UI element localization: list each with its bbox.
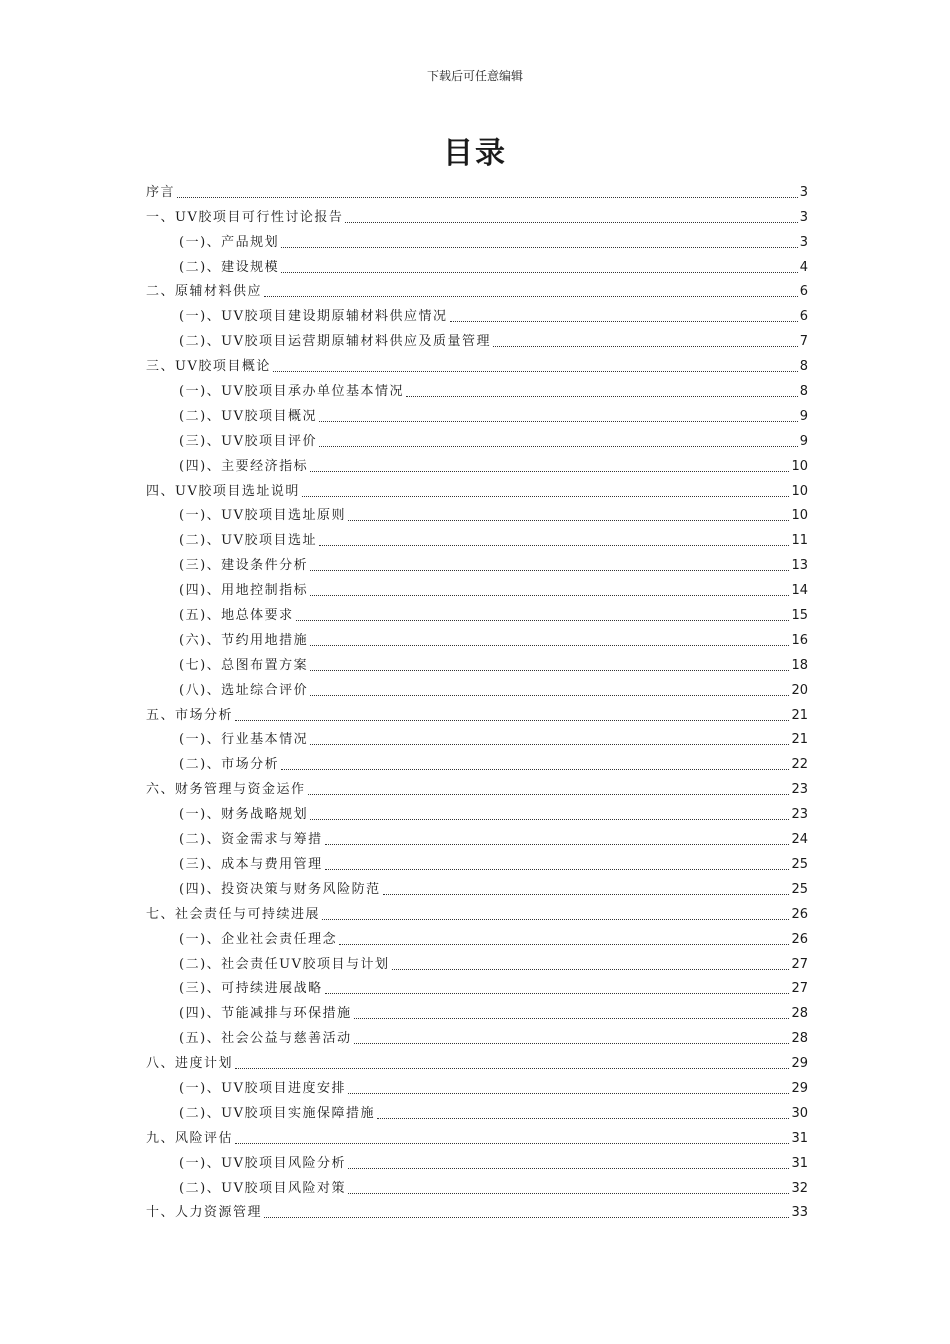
toc-entry-label: 五、市场分析 xyxy=(146,707,234,723)
toc-entry-label: (五)、地总体要求 xyxy=(179,608,294,624)
toc-entry-page-number: 29 xyxy=(791,1056,808,1072)
toc-entry[interactable] xyxy=(146,251,808,276)
toc-entry-label: (一)、UV胶项目承办单位基本情况 xyxy=(179,384,404,400)
toc-entry[interactable] xyxy=(146,1097,808,1122)
toc-dot-leader xyxy=(325,993,790,994)
toc-dot-leader xyxy=(281,247,798,248)
toc-dot-leader xyxy=(354,1043,790,1044)
toc-entry-label: (八)、选址综合评价 xyxy=(179,682,309,698)
toc-entry-page-number: 10 xyxy=(791,458,808,474)
toc-dot-leader xyxy=(319,545,789,546)
toc-dot-leader xyxy=(296,620,790,621)
toc-entry[interactable] xyxy=(146,375,808,400)
toc-dot-leader xyxy=(392,969,790,970)
toc-entry-page-number: 21 xyxy=(791,732,808,748)
toc-dot-leader xyxy=(310,695,789,696)
toc-entry[interactable] xyxy=(146,475,808,500)
toc-dot-leader xyxy=(339,944,789,945)
toc-entry[interactable] xyxy=(146,500,808,525)
toc-entry[interactable] xyxy=(146,674,808,699)
toc-entry-page-number: 14 xyxy=(791,583,808,599)
toc-entry-label: (四)、投资决策与财务风险防范 xyxy=(179,881,381,897)
toc-dot-leader xyxy=(325,869,790,870)
toc-entry-label: (二)、UV胶项目运营期原辅材料供应及质量管理 xyxy=(179,334,491,350)
toc-entry-label: (一)、企业社会责任理念 xyxy=(179,931,338,947)
toc-entry[interactable] xyxy=(146,226,808,251)
toc-entry-page-number: 22 xyxy=(791,757,808,773)
toc-entry-label: (三)、建设条件分析 xyxy=(179,558,309,574)
toc-entry-label: 九、风险评估 xyxy=(146,1130,234,1146)
toc-entry[interactable] xyxy=(146,300,808,325)
toc-entry[interactable] xyxy=(146,823,808,848)
toc-entry[interactable] xyxy=(146,524,808,549)
toc-dot-leader xyxy=(348,1193,789,1194)
toc-entry-page-number: 7 xyxy=(799,334,808,350)
toc-entry[interactable] xyxy=(146,176,808,201)
toc-entry-label: 十、人力资源管理 xyxy=(146,1205,263,1221)
toc-entry-label: (七)、总图布置方案 xyxy=(179,657,309,673)
toc-entry-page-number: 6 xyxy=(799,284,808,300)
toc-dot-leader xyxy=(377,1118,789,1119)
toc-entry-page-number: 30 xyxy=(791,1105,808,1121)
toc-entry-page-number: 26 xyxy=(791,906,808,922)
toc-entry-label: 四、UV胶项目选址说明 xyxy=(146,483,300,499)
toc-entry[interactable] xyxy=(146,724,808,749)
toc-dot-leader xyxy=(322,919,789,920)
toc-entry-page-number: 3 xyxy=(799,234,808,250)
toc-entry[interactable] xyxy=(146,748,808,773)
toc-entry-label: 七、社会责任与可持续进展 xyxy=(146,906,321,922)
toc-entry-page-number: 23 xyxy=(791,782,808,798)
toc-dot-leader xyxy=(264,296,798,297)
toc-entry[interactable] xyxy=(146,201,808,226)
toc-entry-label: (一)、UV胶项目选址原则 xyxy=(179,508,346,524)
toc-dot-leader xyxy=(383,894,790,895)
toc-entry-label: (一)、UV胶项目风险分析 xyxy=(179,1155,346,1171)
toc-entry-page-number: 4 xyxy=(799,259,808,275)
toc-entry-page-number: 20 xyxy=(791,682,808,698)
toc-entry[interactable] xyxy=(146,773,808,798)
toc-dot-leader xyxy=(310,471,789,472)
toc-entry-label: (五)、社会公益与慈善活动 xyxy=(179,1031,352,1047)
toc-entry-page-number: 33 xyxy=(791,1205,808,1221)
toc-entry-label: (一)、UV胶项目进度安排 xyxy=(179,1080,346,1096)
toc-dot-leader xyxy=(235,1068,789,1069)
toc-entry-label: (一)、UV胶项目建设期原辅材料供应情况 xyxy=(179,309,448,325)
toc-dot-leader xyxy=(406,396,798,397)
toc-entry[interactable] xyxy=(146,624,808,649)
toc-entry-page-number: 15 xyxy=(791,608,808,624)
toc-entry-label: (二)、UV胶项目实施保障措施 xyxy=(179,1105,375,1121)
toc-entry-page-number: 23 xyxy=(791,807,808,823)
toc-entry-page-number: 13 xyxy=(791,558,808,574)
toc-dot-leader xyxy=(310,744,789,745)
toc-entry-label: (一)、财务战略规划 xyxy=(179,807,309,823)
toc-entry-label: (二)、UV胶项目风险对策 xyxy=(179,1180,346,1196)
toc-entry-page-number: 29 xyxy=(791,1080,808,1096)
toc-entry-label: (二)、资金需求与筹措 xyxy=(179,832,323,848)
toc-entry-label: (二)、UV胶项目选址 xyxy=(179,533,317,549)
toc-entry[interactable] xyxy=(146,599,808,624)
toc-entry-page-number: 31 xyxy=(791,1130,808,1146)
toc-dot-leader xyxy=(348,1093,789,1094)
toc-entry-page-number: 3 xyxy=(799,184,808,200)
toc-dot-leader xyxy=(281,272,798,273)
toc-entry-label: (四)、用地控制指标 xyxy=(179,583,309,599)
toc-entry[interactable] xyxy=(146,350,808,375)
toc-entry-label: (三)、可持续进展战略 xyxy=(179,981,323,997)
toc-entry-page-number: 28 xyxy=(791,1031,808,1047)
toc-entry[interactable] xyxy=(146,699,808,724)
toc-entry[interactable] xyxy=(146,898,808,923)
table-of-contents xyxy=(146,176,808,1221)
toc-dot-leader xyxy=(235,720,789,721)
toc-entry[interactable] xyxy=(146,325,808,350)
toc-dot-leader xyxy=(345,222,797,223)
toc-entry[interactable] xyxy=(146,948,808,973)
toc-entry-page-number: 10 xyxy=(791,508,808,524)
toc-entry[interactable] xyxy=(146,848,808,873)
toc-entry[interactable] xyxy=(146,973,808,998)
toc-dot-leader xyxy=(310,595,789,596)
toc-entry-label: 六、财务管理与资金运作 xyxy=(146,782,306,798)
toc-entry[interactable] xyxy=(146,425,808,450)
toc-dot-leader xyxy=(348,1168,789,1169)
toc-entry-page-number: 24 xyxy=(791,832,808,848)
toc-entry-page-number: 6 xyxy=(799,309,808,325)
toc-entry-page-number: 26 xyxy=(791,931,808,947)
toc-dot-leader xyxy=(264,1217,789,1218)
toc-entry[interactable] xyxy=(146,1022,808,1047)
toc-entry-label: (二)、市场分析 xyxy=(179,757,280,773)
toc-entry-page-number: 18 xyxy=(791,657,808,673)
toc-dot-leader xyxy=(310,819,789,820)
toc-dot-leader xyxy=(319,446,798,447)
toc-title: 目录 xyxy=(443,136,507,171)
page-header-note: 下载后可任意编辑 xyxy=(426,69,523,83)
toc-entry-label: (一)、产品规划 xyxy=(179,234,280,250)
toc-entry-page-number: 28 xyxy=(791,1006,808,1022)
toc-entry[interactable] xyxy=(146,798,808,823)
toc-entry-page-number: 8 xyxy=(799,359,808,375)
toc-entry[interactable] xyxy=(146,997,808,1022)
toc-entry-label: 八、进度计划 xyxy=(146,1056,234,1072)
toc-dot-leader xyxy=(348,520,789,521)
toc-entry-page-number: 16 xyxy=(791,632,808,648)
toc-entry-label: 三、UV胶项目概论 xyxy=(146,359,271,375)
toc-entry-label: 二、原辅材料供应 xyxy=(146,284,263,300)
toc-dot-leader xyxy=(302,496,790,497)
toc-entry-page-number: 3 xyxy=(799,209,808,225)
toc-entry[interactable] xyxy=(146,1072,808,1097)
toc-dot-leader xyxy=(281,769,789,770)
toc-entry-label: (四)、节能减排与环保措施 xyxy=(179,1006,352,1022)
toc-entry[interactable] xyxy=(146,1172,808,1197)
toc-entry[interactable] xyxy=(146,549,808,574)
toc-entry[interactable] xyxy=(146,400,808,425)
toc-entry[interactable] xyxy=(146,450,808,475)
toc-entry-page-number: 10 xyxy=(791,483,808,499)
toc-entry-page-number: 27 xyxy=(791,981,808,997)
toc-entry[interactable] xyxy=(146,1047,808,1072)
toc-dot-leader xyxy=(319,421,798,422)
toc-entry[interactable] xyxy=(146,1122,808,1147)
toc-entry-page-number: 9 xyxy=(799,408,808,424)
toc-dot-leader xyxy=(310,670,789,671)
toc-entry[interactable] xyxy=(146,276,808,301)
toc-entry-page-number: 27 xyxy=(791,956,808,972)
toc-entry[interactable] xyxy=(146,649,808,674)
toc-entry[interactable] xyxy=(146,1197,808,1222)
toc-entry[interactable] xyxy=(146,1147,808,1172)
toc-entry-page-number: 9 xyxy=(799,433,808,449)
toc-dot-leader xyxy=(450,321,798,322)
toc-dot-leader xyxy=(325,844,790,845)
toc-entry-label: (四)、主要经济指标 xyxy=(179,458,309,474)
toc-dot-leader xyxy=(310,645,789,646)
toc-entry-label: (二)、UV胶项目概况 xyxy=(179,408,317,424)
toc-dot-leader xyxy=(493,346,798,347)
toc-entry-page-number: 21 xyxy=(791,707,808,723)
toc-dot-leader xyxy=(235,1143,789,1144)
toc-entry-label: 一、UV胶项目可行性讨论报告 xyxy=(146,209,344,225)
toc-entry-label: (三)、UV胶项目评价 xyxy=(179,433,317,449)
toc-entry-label: (二)、建设规模 xyxy=(179,259,280,275)
toc-entry-page-number: 8 xyxy=(799,384,808,400)
toc-dot-leader xyxy=(354,1018,790,1019)
toc-entry[interactable] xyxy=(146,873,808,898)
toc-dot-leader xyxy=(310,570,789,571)
toc-entry-page-number: 31 xyxy=(791,1155,808,1171)
toc-entry-label: (三)、成本与费用管理 xyxy=(179,856,323,872)
toc-dot-leader xyxy=(177,197,798,198)
toc-entry[interactable] xyxy=(146,923,808,948)
toc-entry-label: (六)、节约用地措施 xyxy=(179,632,309,648)
toc-entry-label: (一)、行业基本情况 xyxy=(179,732,309,748)
toc-dot-leader xyxy=(308,794,790,795)
toc-entry-label: (二)、社会责任UV胶项目与计划 xyxy=(179,956,390,972)
toc-entry-page-number: 25 xyxy=(791,881,808,897)
toc-entry[interactable] xyxy=(146,574,808,599)
toc-dot-leader xyxy=(273,371,798,372)
toc-entry-page-number: 32 xyxy=(791,1180,808,1196)
toc-entry-label: 序言 xyxy=(146,184,176,200)
toc-entry-page-number: 11 xyxy=(791,533,808,549)
toc-entry-page-number: 25 xyxy=(791,856,808,872)
